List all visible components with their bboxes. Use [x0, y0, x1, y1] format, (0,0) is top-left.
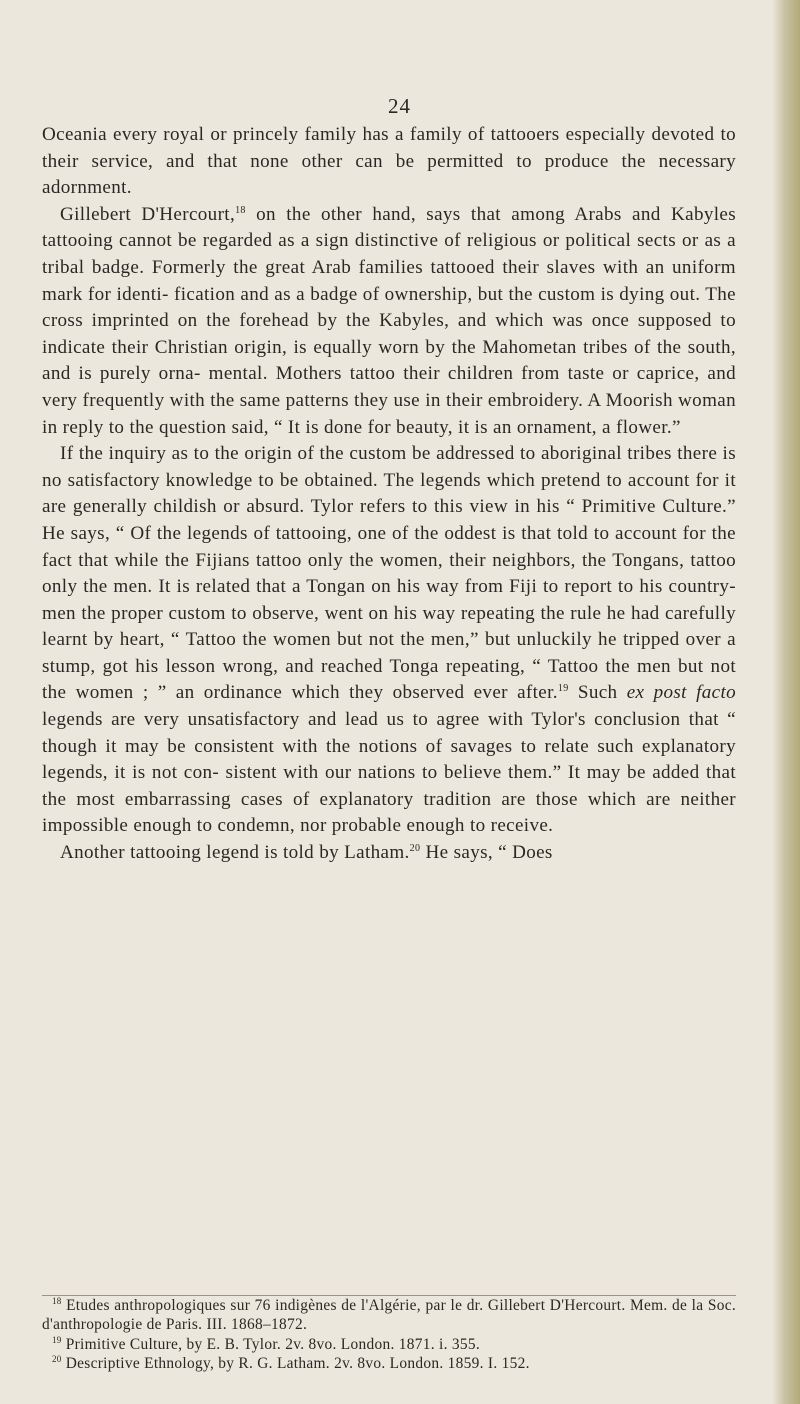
footnote	[42, 1296, 736, 1335]
body-paragraph	[42, 202, 736, 441]
footnotes	[42, 1296, 736, 1374]
paragraph-text: He says, “ Does	[420, 842, 553, 864]
paragraph-text: If the inquiry as to the origin of the custom be addressed to aboriginal tribes there is no satisfactory knowledge to be obtained. The legends which pretend to account for it are generally childish or absurd. Tylor refers to this view in his “ Primitive Culture.” He says, “ Of the legends of tattooing, one of the oddest is that told to account for the fact that while the Fijians tattoo only the women, their neighbors, the Tongans, tattoo only the men. It is related that a Tongan on his way from Fiji to report to his country- men the proper custom to observe, went on his way repeating the rule he had carefully learnt by heart, “ Tattoo the women but not the men,” but unluckily he tripped over a stump, got his lesson wrong, and reached Tonga repeating, “ Tattoo the men but not the women ; ” an ordinance which they observed ever after.	[42, 443, 736, 704]
page-edge-shadow	[772, 0, 800, 1404]
paragraph-text: Another tattooing legend is told by Latham.	[60, 842, 410, 864]
footnote-reference: 19	[557, 683, 569, 695]
body-text	[42, 122, 736, 867]
footnote-number: 19	[52, 1334, 62, 1345]
footnote	[42, 1335, 736, 1354]
paragraph-text: legends are very unsatisfactory and lead us to agree with Tylor's conclusion that “ though it may be consistent with the notions of savages to relate such explanatory legends, it is not con- sistent with our nations to believe them.” It may be added that the most embarrassing cases of explanatory tradition are those which are neither impossible enough to condemn, nor probable enough to receive.	[42, 709, 736, 837]
paragraph-text: Oceania every royal or princely family has a family of tattooers especially devoted to their service, and that none other can be permitted to produce the necessary adornment.	[42, 124, 736, 199]
paragraph-text: Gillebert D'Hercourt,	[60, 203, 236, 225]
body-paragraph	[42, 441, 736, 840]
paragraph-text: on the other hand, says that among Arabs and Kabyles tattooing cannot be regarded as a sign distinctive of religious or political sects or as a tribal badge. Formerly the great Arab families tattooed their slaves with an uniform mark for identi- fication and as a badge of ownership, but the custom is dying out. The cross imprinted on the forehead by the Kabyles, and which was once supposed to indicate their Christian origin, is equally worn by the Mahometan tribes of the south, and is purely orna- mental. Mothers tattoo their children from taste or caprice, and very frequently with the same patterns they use in their embroidery. A Moorish woman in reply to the question said, “ It is done for beauty, it is an ornament, a flower.”	[42, 203, 736, 438]
body-paragraph	[42, 840, 736, 867]
body-paragraph	[42, 122, 736, 202]
page-number: 24	[388, 94, 411, 118]
paragraph-text: Such	[568, 682, 627, 704]
footnote-text: Etudes anthropologiques sur 76 indigènes de l'Algérie, par le dr. Gillebert D'Hercourt. Mem. de la Soc. d'anthropologie de Paris. III. 1868–1872.	[42, 1297, 736, 1334]
footnote-reference: 20	[409, 843, 421, 855]
footnote-number: 20	[52, 1354, 62, 1365]
footnote	[42, 1354, 736, 1373]
footnote-reference: 18	[235, 204, 246, 216]
footnote-number: 18	[52, 1296, 62, 1306]
footnote-text: Descriptive Ethnology, by R. G. Latham. 2v. 8vo. London. 1859. I. 152.	[61, 1355, 530, 1373]
italic-phrase: ex post facto	[626, 682, 737, 704]
footnote-text: Primitive Culture, by E. B. Tylor. 2v. 8vo. London. 1871. i. 355.	[61, 1335, 481, 1353]
